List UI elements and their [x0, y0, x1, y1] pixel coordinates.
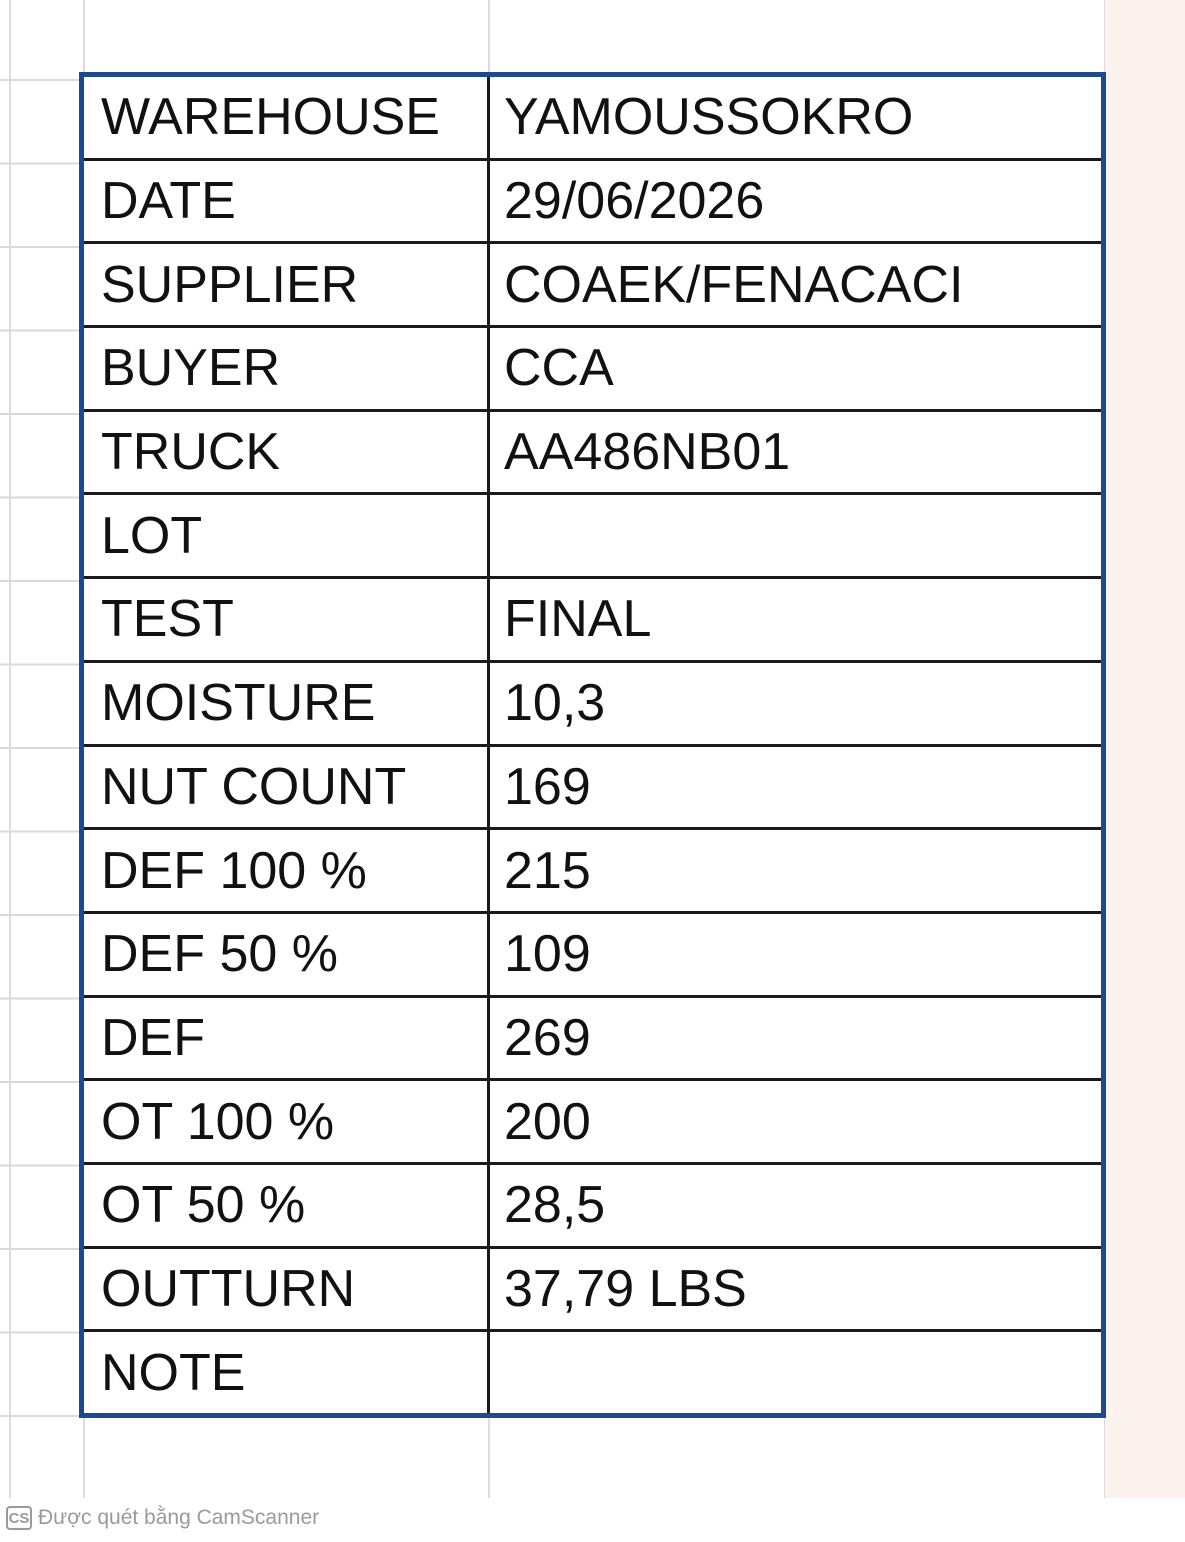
- field-label: NOTE: [84, 1332, 490, 1413]
- field-value: COAEK/FENACACI: [504, 255, 964, 314]
- field-label: WAREHOUSE: [84, 77, 490, 158]
- table-row: [84, 830, 1101, 914]
- field-value: YAMOUSSOKRO: [504, 88, 914, 147]
- field-value: 169: [504, 757, 591, 816]
- field-value: 10,3: [504, 674, 606, 733]
- table-row: [84, 1249, 1101, 1333]
- field-label: MOISTURE: [84, 663, 490, 744]
- field-value: 269: [504, 1008, 591, 1067]
- table-row: [84, 328, 1101, 412]
- field-value: AA486NB01: [504, 423, 791, 482]
- inspection-table: [79, 72, 1106, 1418]
- field-value: [490, 495, 1101, 576]
- field-value: 109: [504, 925, 591, 984]
- table-row: [84, 1332, 1101, 1413]
- table-row: [84, 495, 1101, 579]
- table-row: [84, 747, 1101, 831]
- field-label: OT 100 %: [84, 1081, 490, 1162]
- field-label: OUTTURN: [84, 1249, 490, 1330]
- table-row: [84, 412, 1101, 496]
- field-value: [490, 1332, 1101, 1413]
- table-row: [84, 77, 1101, 161]
- field-label: OT 50 %: [84, 1165, 490, 1246]
- field-value: 215: [504, 841, 591, 900]
- field-label: DEF: [84, 998, 490, 1079]
- table-row: [84, 161, 1101, 245]
- camscanner-logo-icon: CS: [6, 1506, 32, 1530]
- field-value: FINAL: [504, 590, 652, 649]
- field-label: SUPPLIER: [84, 244, 490, 325]
- page-edge-shadow: [1105, 0, 1185, 1498]
- table-row: [84, 914, 1101, 998]
- field-label: DATE: [84, 161, 490, 242]
- table-row: [84, 1081, 1101, 1165]
- field-value: 200: [504, 1092, 591, 1151]
- field-label: BUYER: [84, 328, 490, 409]
- field-label: LOT: [84, 495, 490, 576]
- watermark-text: Được quét bằng CamScanner: [38, 1506, 320, 1529]
- field-value: 37,79 LBS: [504, 1259, 747, 1318]
- field-label: TEST: [84, 579, 490, 660]
- field-value: 28,5: [504, 1176, 606, 1235]
- camscanner-watermark: [6, 1503, 319, 1533]
- table-row: [84, 244, 1101, 328]
- table-row: [84, 663, 1101, 747]
- grid-column-line: [9, 0, 11, 1498]
- field-label: DEF 100 %: [84, 830, 490, 911]
- table-row: [84, 998, 1101, 1082]
- table-row: [84, 579, 1101, 663]
- field-value: CCA: [504, 339, 614, 398]
- field-label: TRUCK: [84, 412, 490, 493]
- field-label: NUT COUNT: [84, 747, 490, 828]
- field-label: DEF 50 %: [84, 914, 490, 995]
- field-value: 29/06/2026: [504, 172, 765, 231]
- table-row: [84, 1165, 1101, 1249]
